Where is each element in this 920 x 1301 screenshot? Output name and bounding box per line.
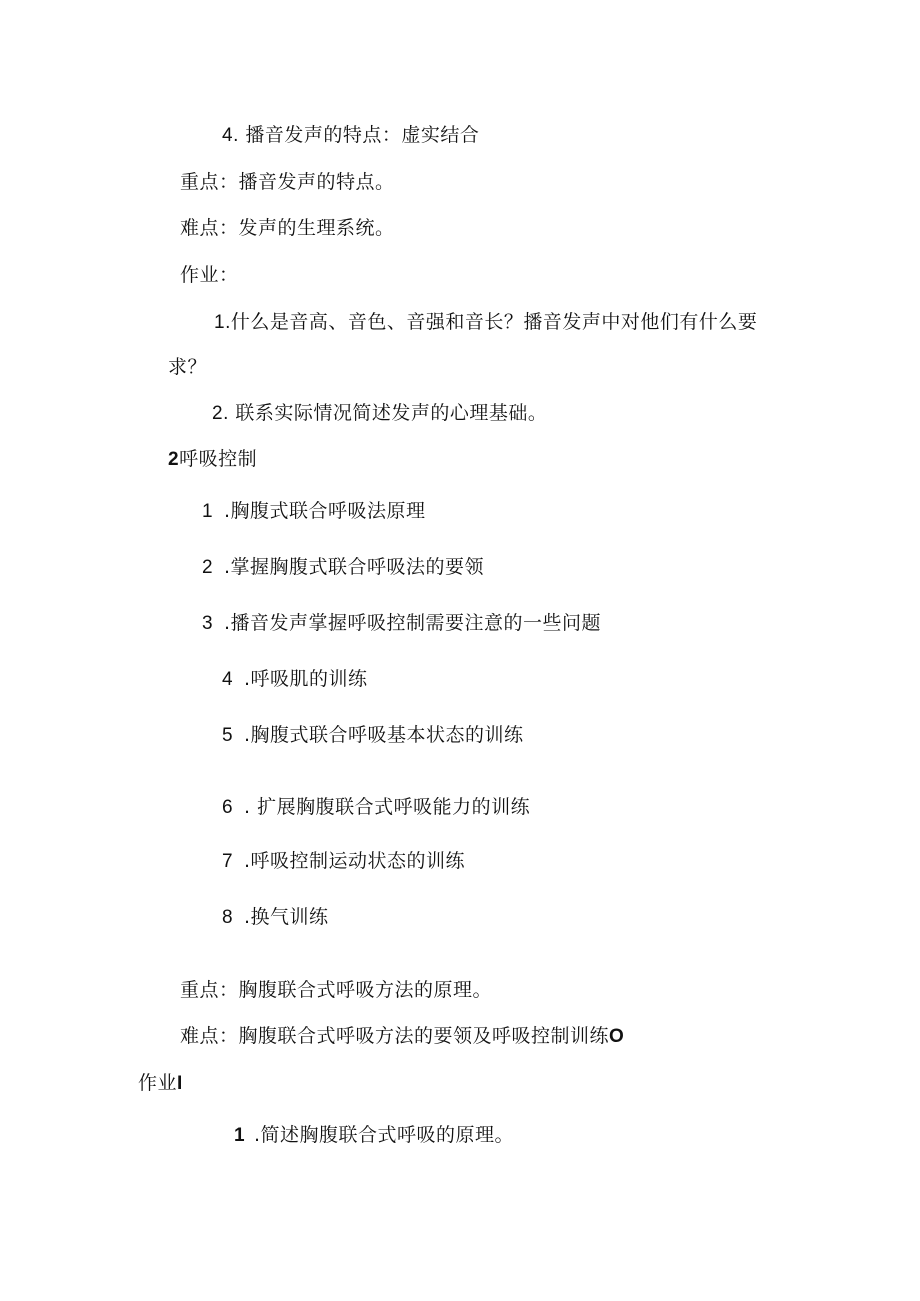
item-text: 播音发声的特点：虚实结合 bbox=[245, 124, 480, 146]
section2-item-3 bbox=[202, 610, 601, 637]
item-text: .呼吸控制运动状态的训练 bbox=[244, 850, 466, 872]
section2-item-1 bbox=[202, 498, 426, 525]
section1-key-point: 重点：播音发声的特点。 bbox=[180, 171, 395, 193]
item-text: .胸腹式联合呼吸基本状态的训练 bbox=[244, 724, 524, 746]
difficulty-text: 难点：胸腹联合式呼吸方法的要领及呼吸控制训练 bbox=[180, 1025, 610, 1047]
section2-title bbox=[168, 446, 257, 473]
item-number: 1 bbox=[234, 1125, 246, 1146]
difficulty-tail: O bbox=[609, 1026, 625, 1047]
homework-label-tail: I bbox=[177, 1073, 183, 1094]
item-text: .呼吸肌的训练 bbox=[244, 668, 368, 690]
item-text: 什么是音高、音色、音强和音长？播音发声中对他们有什么要 bbox=[230, 311, 758, 333]
section2-item-2 bbox=[202, 554, 484, 581]
item-number: 3 bbox=[202, 613, 214, 634]
item-number: 5 bbox=[222, 725, 234, 746]
section2-item-8 bbox=[222, 904, 329, 931]
section2-item-5 bbox=[222, 722, 524, 749]
item-number: 2. bbox=[212, 403, 229, 424]
item-text: .换气训练 bbox=[244, 906, 329, 928]
item-number: 6 bbox=[222, 797, 234, 818]
item-number: 1 bbox=[202, 501, 214, 522]
section1-homework-2 bbox=[212, 400, 547, 427]
section2-homework-1 bbox=[234, 1122, 514, 1149]
item-text: .播音发声掌握呼吸控制需要注意的一些问题 bbox=[224, 612, 602, 634]
section-number: 2 bbox=[168, 449, 180, 470]
section1-homework-1-line1 bbox=[214, 309, 757, 336]
item-number: 8 bbox=[222, 907, 234, 928]
section-title-text: 呼吸控制 bbox=[179, 448, 258, 470]
item-text: .掌握胸腹式联合呼吸法的要领 bbox=[224, 556, 485, 578]
item-number: 4 bbox=[222, 669, 234, 690]
section1-item-4 bbox=[222, 122, 479, 149]
section2-difficulty bbox=[180, 1023, 624, 1050]
section2-item-4 bbox=[222, 666, 368, 693]
item-text: .胸腹式联合呼吸法原理 bbox=[224, 500, 426, 522]
item-number: 7 bbox=[222, 851, 234, 872]
section2-item-7 bbox=[222, 848, 465, 875]
section2-item-6 bbox=[222, 794, 530, 821]
section1-homework-label: 作业： bbox=[180, 264, 239, 286]
item-text: 联系实际情况简述发声的心理基础。 bbox=[235, 402, 548, 424]
item-number: 1. bbox=[214, 312, 231, 333]
item-number: 2 bbox=[202, 557, 214, 578]
section1-homework-1-line2: 求？ bbox=[168, 356, 208, 378]
section1-difficulty: 难点：发声的生理系统。 bbox=[180, 217, 395, 239]
item-number: 4. bbox=[222, 125, 239, 146]
section2-key-point: 重点：胸腹联合式呼吸方法的原理。 bbox=[180, 979, 493, 1001]
homework-label-text: 作业 bbox=[138, 1072, 178, 1094]
item-text: .简述胸腹联合式呼吸的原理。 bbox=[254, 1124, 515, 1146]
item-text: . 扩展胸腹联合式呼吸能力的训练 bbox=[244, 796, 531, 818]
section2-homework-label bbox=[138, 1070, 183, 1097]
